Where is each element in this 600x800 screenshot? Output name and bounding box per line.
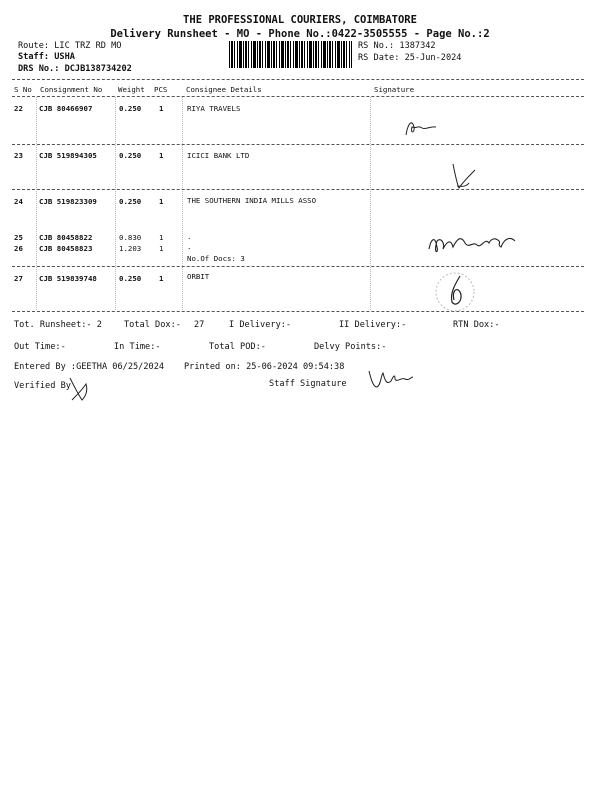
- company-name: THE PROFESSIONAL COURIERS, COIMBATORE: [183, 14, 417, 26]
- total-dox-value: 27: [194, 320, 205, 330]
- col-weight: Weight: [118, 85, 145, 94]
- row-sno: 24: [14, 197, 23, 206]
- row-consignee: ICICI BANK LTD: [187, 151, 250, 160]
- barcode: [229, 41, 352, 68]
- entered-by: Entered By :GEETHA 06/25/2024: [14, 362, 165, 372]
- row-weight: 0.250: [119, 197, 142, 206]
- row-consignment: CJB 80458823: [39, 244, 93, 253]
- column-guide: [36, 97, 37, 310]
- row-pcs: 1: [159, 197, 164, 206]
- col-consignment: Consignment No: [40, 85, 103, 94]
- row-sno: 26: [14, 244, 23, 253]
- verified-by: Verified By: [14, 381, 71, 391]
- signature-23-icon: [445, 160, 485, 195]
- drs-number: DRS No.: DCJB138734202: [18, 64, 132, 74]
- staff: Staff: USHA: [18, 52, 75, 62]
- row-consignee: THE SOUTHERN INDIA MILLS ASSO: [187, 196, 317, 205]
- row-pcs: 1: [159, 244, 164, 253]
- docs-count: No.Of Docs: 3: [187, 254, 245, 263]
- row-consignment: CJB 519894305: [39, 151, 97, 160]
- row-consignee: RIYA TRAVELS: [187, 104, 241, 113]
- i-delivery: I Delivery:-: [229, 320, 292, 330]
- verified-signature-icon: [66, 374, 92, 404]
- row-weight: 0.250: [119, 104, 142, 113]
- ii-delivery: II Delivery:-: [339, 320, 407, 330]
- col-consignee: Consignee Details: [186, 85, 262, 94]
- out-time: Out Time:-: [14, 342, 66, 352]
- in-time: In Time:-: [114, 342, 161, 352]
- staff-signature-label: Staff Signature: [269, 379, 347, 389]
- row-pcs: 1: [159, 274, 164, 283]
- row-weight: 0.830: [119, 233, 142, 242]
- staff-signature-icon: [365, 365, 415, 393]
- row-sno: 22: [14, 104, 23, 113]
- stamp-icon: [430, 270, 480, 315]
- total-dox-label: Total Dox:-: [124, 320, 181, 330]
- row-consignee: ORBIT: [187, 272, 210, 281]
- col-sno: S No: [14, 85, 32, 94]
- divider: [12, 189, 584, 190]
- row-weight: 0.250: [119, 151, 142, 160]
- row-weight: 1.203: [119, 244, 142, 253]
- total-runsheet: Tot. Runsheet:- 2: [14, 320, 102, 330]
- column-guide: [370, 97, 371, 310]
- delvy-points: Delvy Points:-: [314, 342, 387, 352]
- row-consignee: .: [187, 242, 192, 251]
- row-consignment: CJB 80458822: [39, 233, 93, 242]
- divider: [12, 79, 584, 80]
- row-pcs: 1: [159, 151, 164, 160]
- row-pcs: 1: [159, 233, 164, 242]
- row-consignee: .: [187, 232, 192, 241]
- row-consignment: CJB 80466907: [39, 104, 93, 113]
- rtn-dox: RTN Dox:-: [453, 320, 500, 330]
- divider: [12, 144, 584, 145]
- row-sno: 25: [14, 233, 23, 242]
- total-pod: Total POD:-: [209, 342, 266, 352]
- row-consignment: CJB 519839748: [39, 274, 97, 283]
- row-pcs: 1: [159, 104, 164, 113]
- row-sno: 27: [14, 274, 23, 283]
- printed-on: Printed on: 25-06-2024 09:54:38: [184, 362, 345, 372]
- column-guide: [182, 97, 183, 310]
- divider: [12, 96, 584, 97]
- divider: [12, 311, 584, 312]
- route: Route: LIC TRZ RD MO: [18, 41, 122, 51]
- signature-22-icon: [400, 115, 440, 140]
- col-signature: Signature: [374, 85, 415, 94]
- row-consignment: CJB 519823309: [39, 197, 97, 206]
- rs-number: RS No.: 1387342: [358, 41, 436, 51]
- runsheet-subtitle: Delivery Runsheet - MO - Phone No.:0422-3505555 - Page No.:2: [110, 28, 490, 40]
- col-pcs: PCS: [154, 85, 168, 94]
- row-sno: 23: [14, 151, 23, 160]
- signature-group-icon: [425, 227, 520, 262]
- rs-date: RS Date: 25-Jun-2024: [358, 53, 462, 63]
- column-guide: [115, 97, 116, 310]
- divider: [12, 266, 584, 267]
- row-weight: 0.250: [119, 274, 142, 283]
